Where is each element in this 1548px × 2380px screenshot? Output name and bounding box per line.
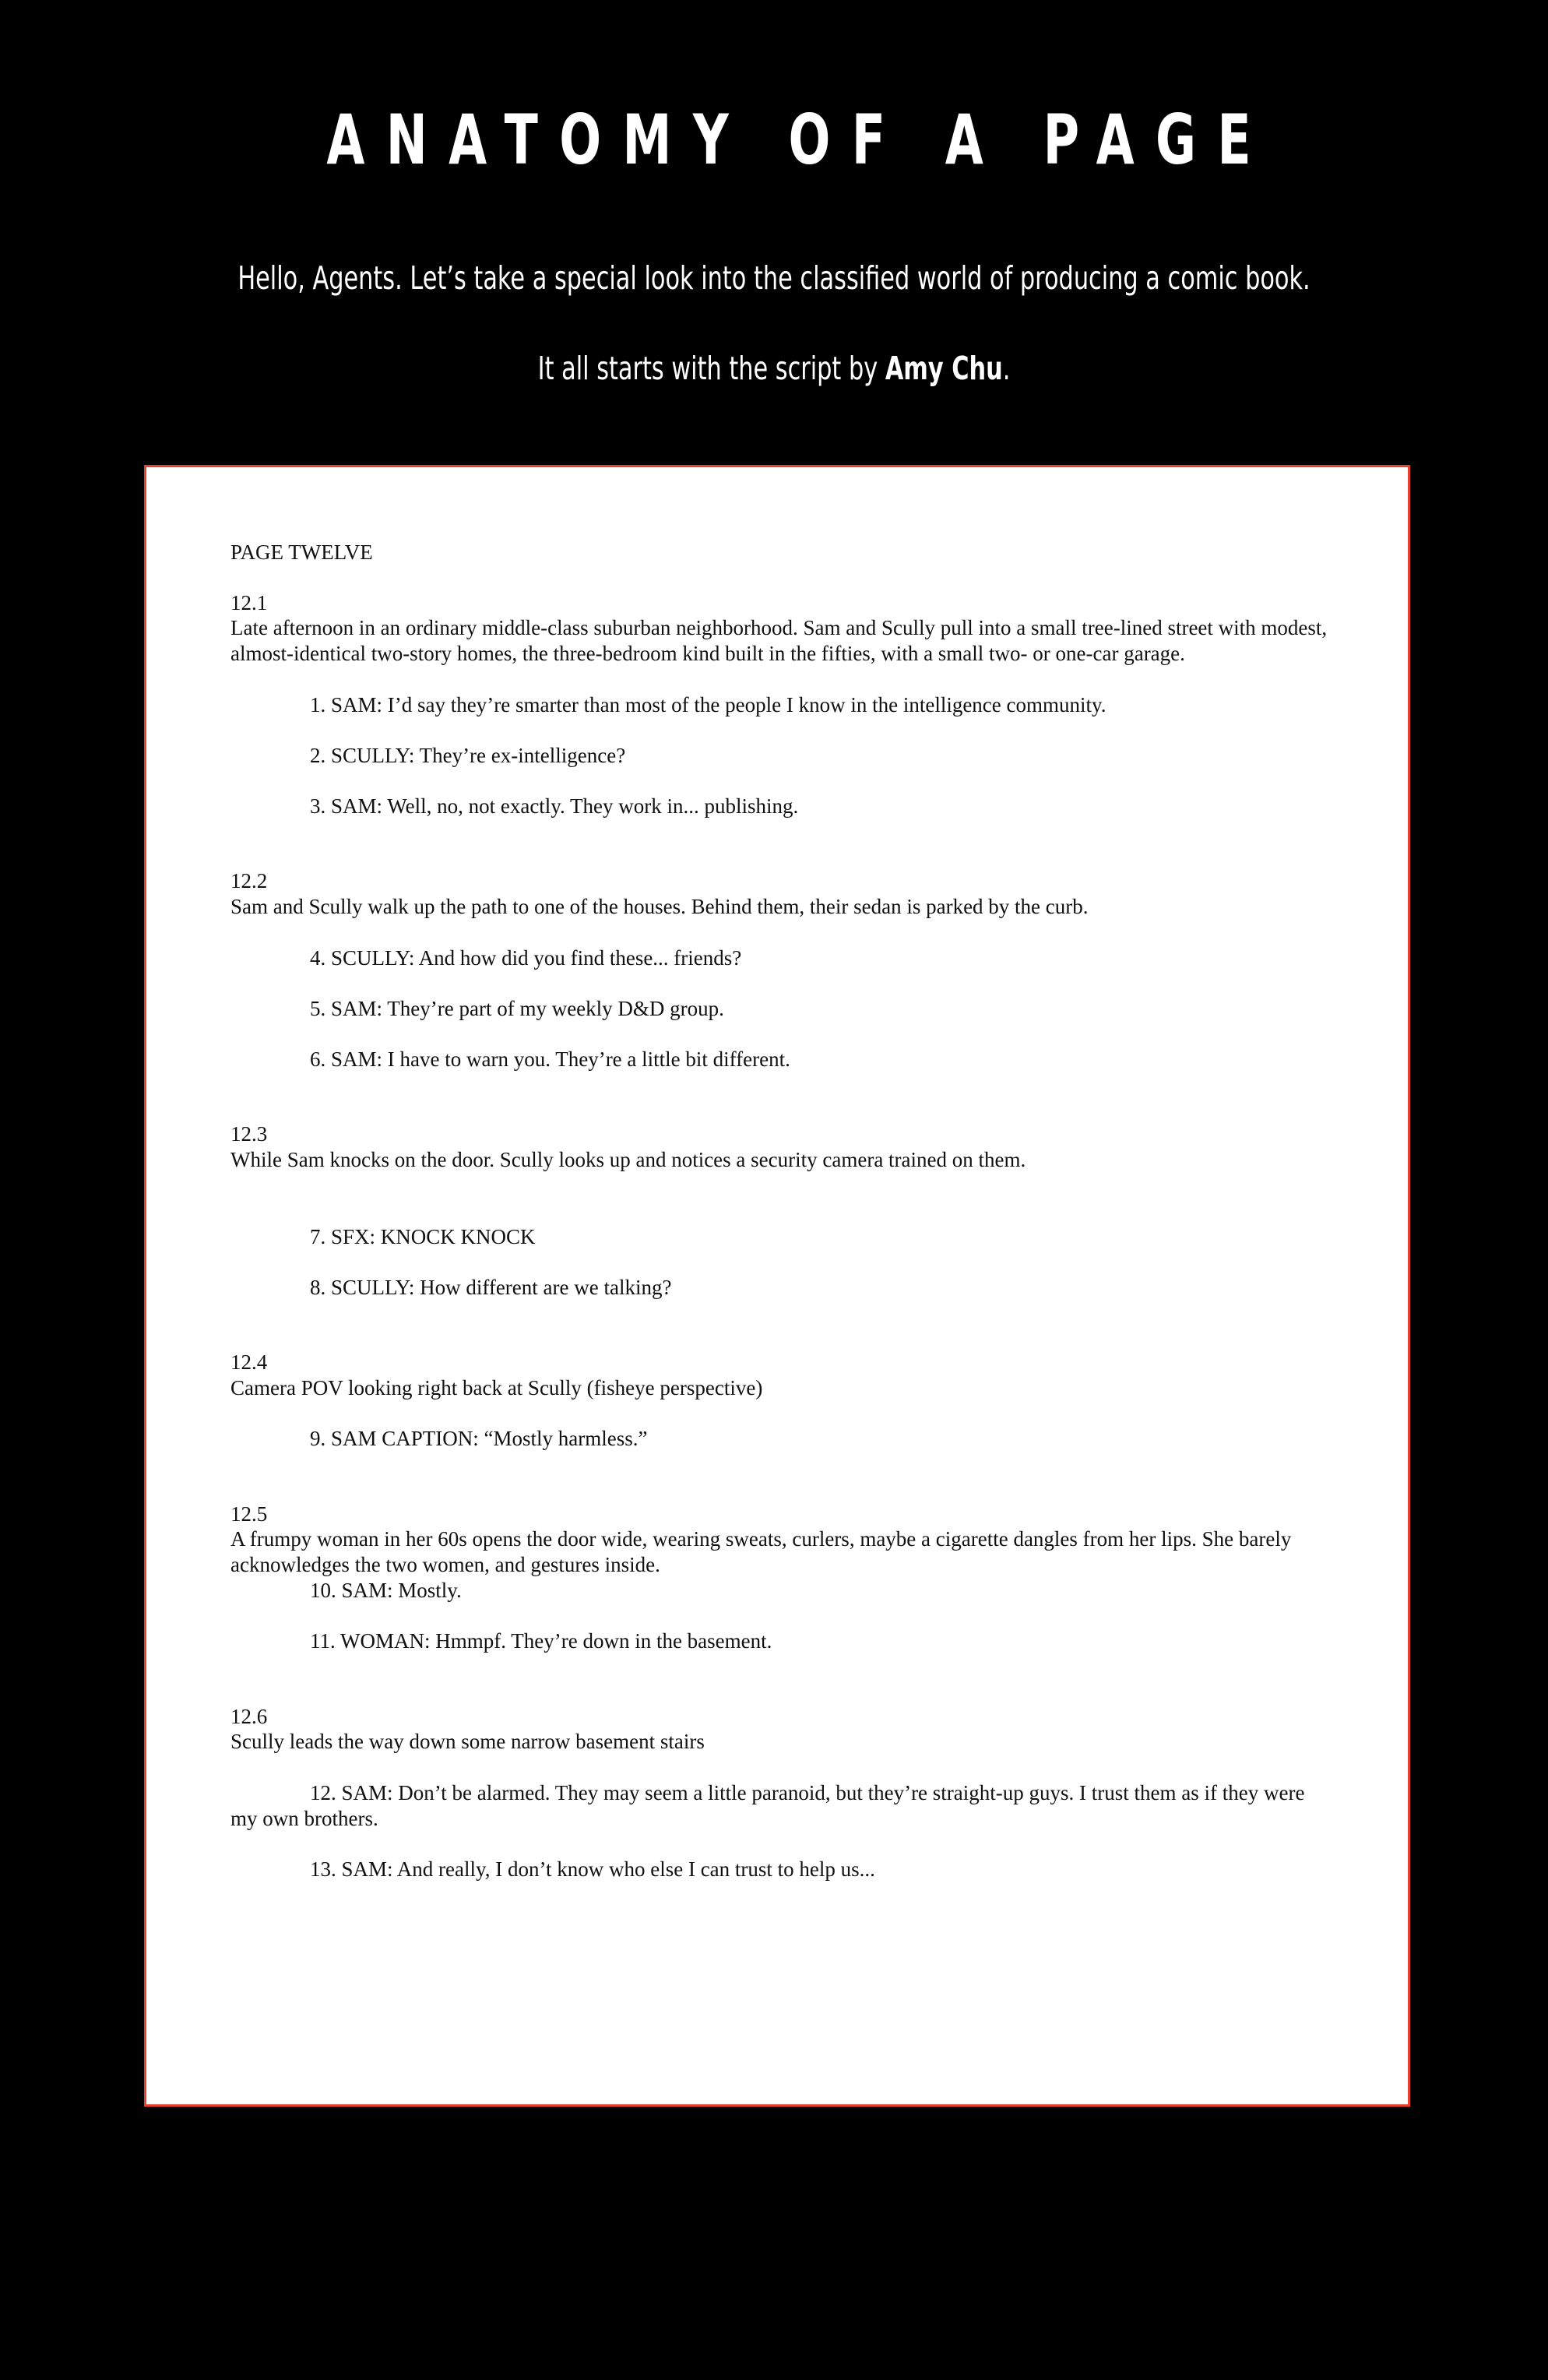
dialogue-line: 12. SAM: Don’t be alarmed. They may seem a little paranoid, but they’re straight-up guys. I trust them as if they were my own brothers. [230,1781,1305,1830]
panel-number: 12.3 [230,1122,268,1146]
panel-description: Late afternoon in an ordinary middle-class suburban neighborhood. Sam and Scully pull into a small tree-lined street with modest, almost-identical two-story homes, the three-bedroom kind built in the fifties, with a small two- or one-car garage. [230,616,1328,665]
dialogue-line: 9. SAM CAPTION: “Mostly harmless.” [310,1427,648,1450]
panel-description: Sam and Scully walk up the path to one of the houses. Behind them, their sedan is parked by the curb. [230,895,1089,918]
dialogue-line: 6. SAM: I have to warn you. They’re a little bit different. [310,1047,790,1071]
dialogue-line: 4. SCULLY: And how did you find these... friends? [310,946,742,970]
panel-description: While Sam knocks on the door. Scully looks up and notices a security camera trained on them. [230,1148,1026,1171]
panel-number: 12.2 [230,869,268,892]
dialogue-line: 1. SAM: I’d say they’re smarter than most of the people I know in the intelligence community. [310,693,1106,716]
dialogue-line: 2. SCULLY: They’re ex-intelligence? [310,744,626,767]
panel-number: 12.1 [230,591,268,614]
panel-description: Scully leads the way down some narrow basement stairs [230,1730,705,1753]
panel-description: Camera POV looking right back at Scully (fisheye perspective) [230,1376,763,1399]
dialogue-line: 8. SCULLY: How different are we talking? [310,1276,672,1299]
dialogue-line: 13. SAM: And really, I don’t know who else I can trust to help us... [310,1857,875,1881]
script-page [144,465,1410,2107]
panel-description: A frumpy woman in her 60s opens the door wide, wearing sweats, curlers, maybe a cigarette dangles from her lips. She barely acknowledges the two women, and gestures inside. [230,1527,1292,1576]
intro-line: Hello, Agents. Let’s take a special look into the classified world of producing a comic book. [237,259,1311,297]
script-page-heading: PAGE TWELVE [230,540,373,564]
panel-number: 12.4 [230,1350,268,1374]
dialogue-line: 11. WOMAN: Hmmpf. They’re down in the basement. [310,1629,772,1653]
dialogue-line: 10. SAM: Mostly. [310,1579,462,1602]
intro-credit-suffix: . [1002,350,1011,387]
dialogue-line: 5. SAM: They’re part of my weekly D&D group. [310,997,724,1020]
intro-credit-line [201,349,1346,388]
panel-number: 12.6 [230,1705,268,1728]
dialogue-line: 7. SFX: KNOCK KNOCK [310,1225,536,1248]
page-title: ANATOMY OF A PAGE [326,100,1272,180]
author-name: Amy Chu [885,350,1003,387]
panel-number: 12.5 [230,1502,268,1526]
dialogue-line: 3. SAM: Well, no, not exactly. They work in... publishing. [310,794,799,818]
intro-credit-prefix: It all starts with the script by [537,350,885,387]
